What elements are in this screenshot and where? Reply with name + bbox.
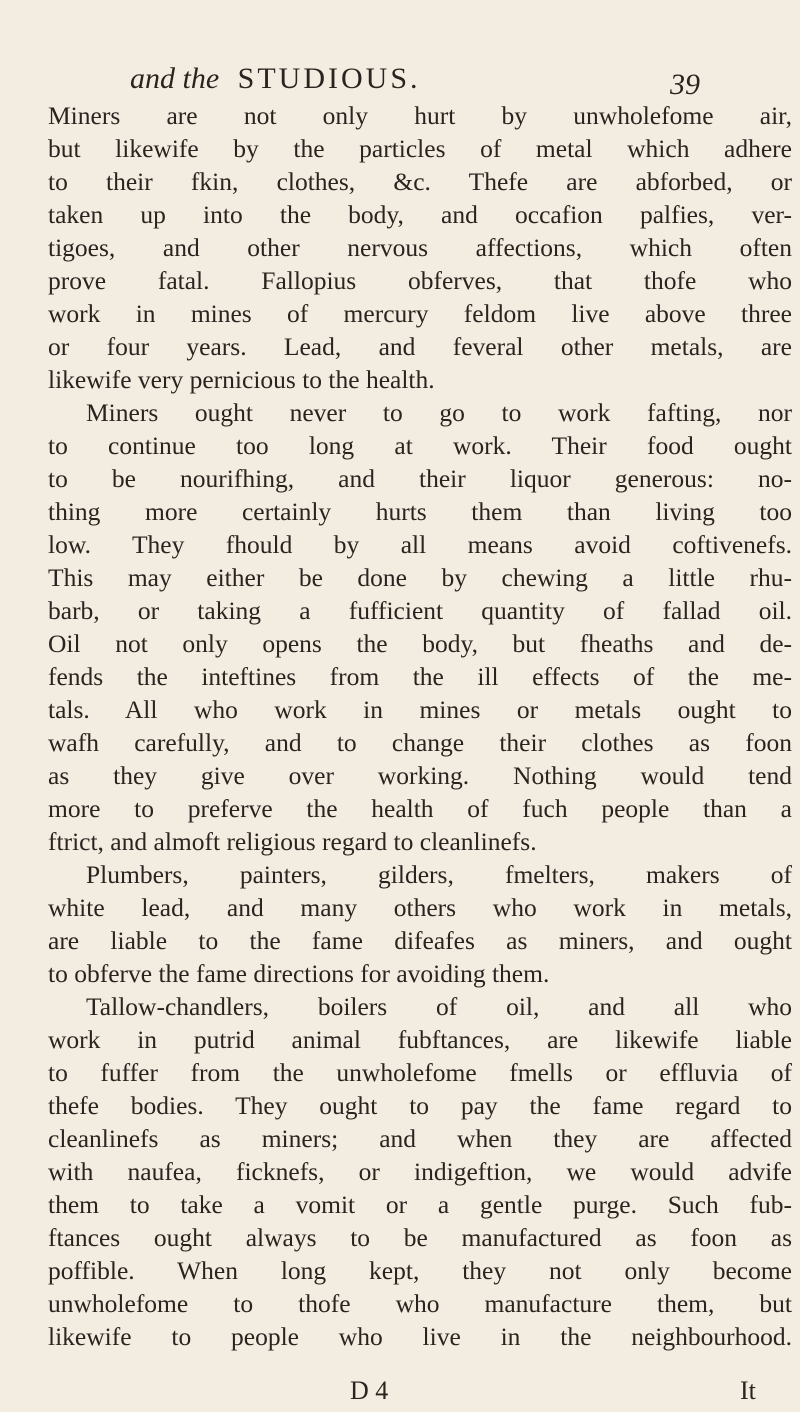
- text-line: likewife to people who live in the neighbourhood.: [48, 1322, 792, 1351]
- text-line: or four years. Lead, and feveral other metals, are: [48, 332, 792, 361]
- text-line: them to take a vomit or a gentle purge. Such fub-: [48, 1190, 792, 1219]
- catchword: It: [740, 1376, 756, 1405]
- text-line: unwholefome to thofe who manufacture them, but: [48, 1289, 792, 1318]
- text-line: more to preferve the health of fuch people than a: [48, 794, 792, 823]
- text-line: to their fkin, clothes, &c. Thefe are abforbed, or: [48, 167, 792, 196]
- running-header: [130, 62, 700, 101]
- text-line: taken up into the body, and occafion palfies, ver-: [48, 200, 792, 229]
- text-line: tigoes, and other nervous affections, which often: [48, 233, 792, 262]
- header-title: STUDIOUS.: [237, 62, 421, 95]
- text-line: work in putrid animal fubftances, are likewife liable: [48, 1025, 792, 1054]
- page-number: 39: [670, 68, 700, 101]
- text-line: to obferve the fame directions for avoiding them.: [48, 959, 550, 988]
- text-line: Plumbers, painters, gilders, fmelters, makers of: [86, 860, 792, 889]
- text-line: to continue too long at work. Their food ought: [48, 431, 792, 460]
- text-line: Oil not only opens the body, but fheaths and de-: [48, 629, 792, 658]
- text-line: but likewife by the particles of metal which adhere: [48, 134, 792, 163]
- text-line: Miners ought never to go to work fafting, nor: [86, 398, 792, 427]
- text-line: to be nourifhing, and their liquor generous: no-: [48, 464, 792, 493]
- text-line: barb, or taking a fufficient quantity of fallad oil.: [48, 596, 792, 625]
- text-line: fends the inteftines from the ill effects of the me-: [48, 662, 792, 691]
- text-line: as they give over working. Nothing would tend: [48, 761, 792, 790]
- text-line: thing more certainly hurts them than living too: [48, 497, 792, 526]
- text-line: This may either be done by chewing a little rhu-: [48, 563, 792, 592]
- header-prefix: and the: [130, 62, 220, 95]
- text-line: cleanlinefs as miners; and when they are affected: [48, 1124, 792, 1153]
- text-line: Miners are not only hurt by unwholefome air,: [48, 101, 792, 130]
- text-line: work in mines of mercury feldom live above three: [48, 299, 792, 328]
- text-line: white lead, and many others who work in metals,: [48, 893, 792, 922]
- text-line: tals. All who work in mines or metals ought to: [48, 695, 792, 724]
- text-line: are liable to the fame difeafes as miners, and ought: [48, 926, 792, 955]
- page-footer: [0, 1376, 800, 1412]
- text-line: thefe bodies. They ought to pay the fame regard to: [48, 1091, 792, 1120]
- text-line: with naufea, ficknefs, or indigeftion, we would advife: [48, 1157, 792, 1186]
- text-line: ftrict, and almoft religious regard to cleanlinefs.: [48, 827, 537, 856]
- text-line: ftances ought always to be manufactured as foon as: [48, 1223, 792, 1252]
- text-line: prove fatal. Fallopius obferves, that thofe who: [48, 266, 792, 295]
- text-line: to fuffer from the unwholefome fmells or effluvia of: [48, 1058, 792, 1087]
- text-line: Tallow-chandlers, boilers of oil, and all who: [86, 992, 792, 1021]
- signature-mark: D 4: [350, 1376, 389, 1405]
- text-line: poffible. When long kept, they not only become: [48, 1256, 792, 1285]
- text-line: likewife very pernicious to the health.: [48, 365, 435, 394]
- text-line: wafh carefully, and to change their clothes as foon: [48, 728, 792, 757]
- text-line: low. They fhould by all means avoid coftivenefs.: [48, 530, 792, 559]
